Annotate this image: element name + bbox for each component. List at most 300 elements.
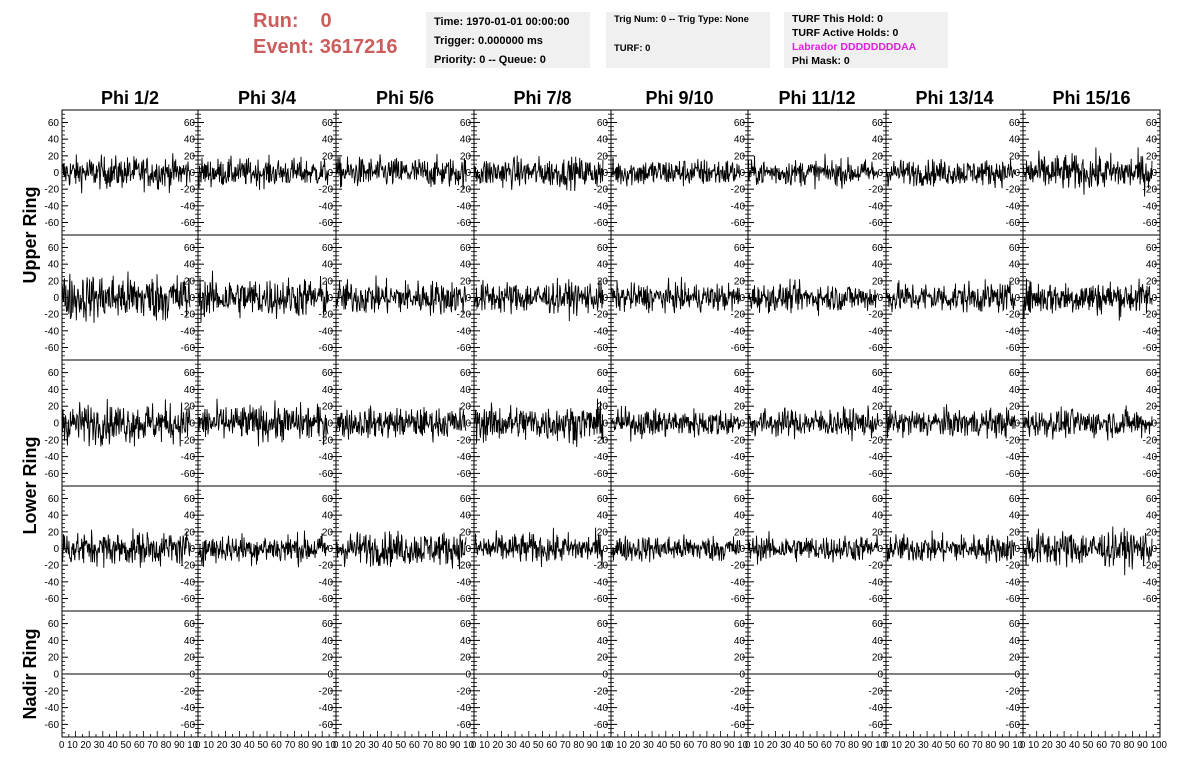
y-tick-label: -40 <box>318 452 333 464</box>
y-tick-label: -20 <box>318 309 333 321</box>
y-tick-label: 0 <box>189 168 195 179</box>
column-header: Phi 7/8 <box>513 88 572 108</box>
y-tick-label: 20 <box>1008 276 1020 288</box>
y-tick-label: 20 <box>183 276 195 288</box>
y-tick-label: 40 <box>321 259 333 271</box>
y-tick-label: 20 <box>321 527 333 539</box>
y-tick-label: 60 <box>459 494 471 505</box>
y-tick-label: 40 <box>47 134 59 146</box>
y-tick-label: 40 <box>1145 134 1157 146</box>
y-tick-label: 20 <box>47 276 59 288</box>
y-tick-label: 0 <box>189 544 195 555</box>
y-tick-label: -60 <box>868 594 883 605</box>
y-tick-label: -60 <box>180 218 195 229</box>
y-tick-label: 20 <box>733 527 745 539</box>
phi-mask-text: Phi Mask: 0 <box>792 55 850 67</box>
y-tick-label: 60 <box>321 494 333 505</box>
y-tick-label: 60 <box>1008 118 1020 129</box>
y-tick-label: 60 <box>1008 494 1020 505</box>
y-tick-label: -20 <box>730 435 745 447</box>
y-tick-label: -40 <box>1142 201 1157 213</box>
y-tick-label: 60 <box>183 368 195 380</box>
y-tick-label: -40 <box>730 703 745 715</box>
y-tick-label: -60 <box>180 719 195 731</box>
y-tick-label: 0 <box>465 418 471 430</box>
y-tick-label: 40 <box>596 510 608 522</box>
y-tick-label: -20 <box>456 686 471 698</box>
y-tick-label: -40 <box>868 452 883 464</box>
y-tick-label: 40 <box>871 635 883 647</box>
y-tick-label: 60 <box>733 619 745 631</box>
y-tick-label: -40 <box>593 703 608 715</box>
y-tick-label: 0 <box>465 293 471 304</box>
y-tick-label: -40 <box>730 452 745 464</box>
y-tick-label: 0 <box>465 168 471 179</box>
y-tick-label: 0 <box>1151 544 1157 555</box>
y-tick-label: 40 <box>733 134 745 146</box>
y-tick-label: 60 <box>733 494 745 505</box>
y-tick-label: -60 <box>456 719 471 731</box>
y-tick-label: -20 <box>180 309 195 321</box>
y-tick-label: 40 <box>183 259 195 271</box>
y-tick-label: 0 <box>602 418 608 430</box>
y-tick-label: 0 <box>327 293 333 304</box>
y-tick-label: 0 <box>327 669 333 681</box>
y-tick-label: 40 <box>47 510 59 522</box>
y-tick-label: 0 <box>739 418 745 430</box>
y-tick-label: -40 <box>456 326 471 338</box>
y-tick-label: -40 <box>456 452 471 464</box>
y-tick-label: 40 <box>321 384 333 396</box>
y-tick-label: 20 <box>1008 527 1020 539</box>
y-tick-label: 60 <box>183 619 195 631</box>
y-tick-label: -60 <box>1005 594 1020 605</box>
y-tick-label: 60 <box>871 368 883 380</box>
y-tick-label: 40 <box>1008 384 1020 396</box>
y-tick-label: 20 <box>1008 401 1020 413</box>
y-tick-label: -20 <box>1142 435 1157 447</box>
y-tick-label: -60 <box>730 343 745 354</box>
y-tick-label: 40 <box>47 259 59 271</box>
column-header: Phi 15/16 <box>1052 88 1131 108</box>
y-tick-label: 40 <box>733 510 745 522</box>
y-tick-label: -20 <box>44 184 59 196</box>
y-tick-label: 0 <box>1014 669 1020 681</box>
y-tick-label: 60 <box>1145 243 1157 254</box>
y-tick-label: 0 <box>189 293 195 304</box>
y-tick-label: 40 <box>733 259 745 271</box>
y-tick-label: 60 <box>871 118 883 129</box>
y-tick-label: -60 <box>456 343 471 354</box>
y-tick-label: -20 <box>593 184 608 196</box>
y-tick-label: 60 <box>1145 118 1157 129</box>
y-tick-label: 0 <box>465 544 471 555</box>
y-tick-label: -60 <box>730 719 745 731</box>
y-tick-label: 60 <box>871 494 883 505</box>
waveform-trace <box>748 405 878 441</box>
y-tick-label: 20 <box>459 527 471 539</box>
y-tick-label: 60 <box>183 118 195 129</box>
waveform-trace <box>1023 527 1152 576</box>
y-tick-label: -40 <box>318 201 333 213</box>
waveform-trace <box>474 156 603 192</box>
y-tick-label: -40 <box>868 201 883 213</box>
y-tick-label: 0 <box>1151 293 1157 304</box>
y-tick-label: -20 <box>1005 686 1020 698</box>
y-tick-label: -60 <box>180 343 195 354</box>
y-tick-label: 20 <box>47 652 59 664</box>
y-tick-label: -20 <box>180 184 195 196</box>
y-tick-label: -60 <box>456 594 471 605</box>
y-tick-label: -20 <box>593 309 608 321</box>
y-tick-label: 20 <box>871 401 883 413</box>
y-tick-label: -20 <box>44 309 59 321</box>
y-tick-label: 60 <box>459 619 471 631</box>
y-tick-label: 40 <box>596 259 608 271</box>
y-tick-label: -60 <box>180 468 195 480</box>
y-tick-label: 0 <box>602 293 608 304</box>
y-tick-label: -60 <box>1142 594 1157 605</box>
y-tick-label: 0 <box>739 293 745 304</box>
labrador-text: Labrador DDDDDDDDAA <box>792 41 917 53</box>
y-tick-label: -20 <box>593 435 608 447</box>
y-tick-label: -60 <box>730 218 745 229</box>
y-tick-label: -60 <box>1142 468 1157 480</box>
x-tick-labels: 0 10 20 30 40 50 60 70 80 90 10 <box>745 740 887 751</box>
y-tick-label: -60 <box>1005 468 1020 480</box>
y-tick-label: 20 <box>459 276 471 288</box>
y-tick-label: -60 <box>44 719 59 731</box>
y-tick-label: -20 <box>593 560 608 572</box>
run-value: 0 <box>320 10 332 32</box>
y-tick-label: -40 <box>730 201 745 213</box>
column-header: Phi 3/4 <box>237 88 297 108</box>
y-tick-label: -40 <box>868 326 883 338</box>
y-tick-label: 40 <box>596 635 608 647</box>
y-tick-label: -20 <box>730 309 745 321</box>
y-tick-label: -40 <box>318 577 333 589</box>
y-tick-label: -60 <box>318 594 333 605</box>
y-tick-label: 20 <box>183 527 195 539</box>
waveform-trace <box>198 399 328 447</box>
plot-frame <box>1023 611 1160 737</box>
y-tick-label: 20 <box>1145 401 1157 413</box>
waveform-trace <box>62 153 190 193</box>
waveform-trace <box>611 277 740 313</box>
y-tick-label: -40 <box>180 577 195 589</box>
y-tick-label: -60 <box>1005 218 1020 229</box>
y-tick-label: -20 <box>456 435 471 447</box>
trig-num-text: Trig Num: 0 -- Trig Type: None <box>614 14 749 25</box>
plot-frame <box>336 360 474 486</box>
y-tick-label: 60 <box>1008 368 1020 380</box>
y-tick-label: 20 <box>871 151 883 163</box>
column-header: Phi 5/6 <box>375 88 435 108</box>
y-tick-label: -20 <box>1005 309 1020 321</box>
y-tick-label: 0 <box>877 544 883 555</box>
y-tick-label: 0 <box>1151 418 1157 430</box>
y-tick-label: -20 <box>456 309 471 321</box>
y-tick-label: 60 <box>47 619 59 631</box>
y-tick-label: 40 <box>1145 259 1157 271</box>
y-tick-label: 60 <box>183 494 195 505</box>
y-tick-label: -20 <box>456 184 471 196</box>
y-tick-label: -40 <box>1142 452 1157 464</box>
y-tick-label: -60 <box>1142 218 1157 229</box>
y-tick-label: 60 <box>321 243 333 254</box>
y-tick-label: -20 <box>868 184 883 196</box>
waveform-trace <box>886 404 1015 438</box>
y-tick-label: 0 <box>327 168 333 179</box>
time-text: Time: 1970-01-01 00:00:00 <box>434 16 570 28</box>
y-tick-label: -60 <box>593 218 608 229</box>
y-tick-label: 20 <box>596 151 608 163</box>
y-tick-label: 60 <box>1145 494 1157 505</box>
plot-frame <box>198 486 336 611</box>
y-tick-label: -40 <box>868 577 883 589</box>
waveform-trace <box>748 279 878 316</box>
y-tick-label: 20 <box>871 652 883 664</box>
waveform-trace <box>62 528 190 568</box>
y-tick-label: -20 <box>730 686 745 698</box>
waveform-trace <box>336 276 466 316</box>
y-tick-label: -20 <box>318 184 333 196</box>
y-tick-label: -60 <box>318 218 333 229</box>
y-tick-label: 0 <box>189 418 195 430</box>
waveform-trace <box>62 272 190 323</box>
y-tick-label: -40 <box>730 577 745 589</box>
row-header: Nadir Ring <box>20 628 40 720</box>
y-tick-label: 20 <box>321 652 333 664</box>
y-tick-label: -40 <box>868 703 883 715</box>
y-tick-label: -40 <box>1142 577 1157 589</box>
y-tick-label: 40 <box>459 259 471 271</box>
y-tick-label: 20 <box>183 652 195 664</box>
y-tick-label: -40 <box>180 703 195 715</box>
y-tick-label: -20 <box>868 686 883 698</box>
y-tick-label: 0 <box>877 168 883 179</box>
y-tick-label: 40 <box>871 134 883 146</box>
x-tick-labels: 0 10 20 30 40 50 60 70 80 90 10 <box>608 740 749 751</box>
y-tick-label: 0 <box>602 669 608 681</box>
y-tick-label: 20 <box>47 151 59 163</box>
x-tick-labels: 0 10 20 30 40 50 60 70 80 90 10 <box>883 740 1024 751</box>
y-tick-label: -40 <box>44 577 59 589</box>
y-tick-label: -20 <box>44 686 59 698</box>
y-tick-label: -60 <box>868 468 883 480</box>
y-tick-label: -20 <box>456 560 471 572</box>
y-tick-label: 40 <box>47 635 59 647</box>
y-tick-label: 40 <box>596 134 608 146</box>
y-tick-label: 0 <box>1151 168 1157 179</box>
y-tick-label: -20 <box>868 309 883 321</box>
y-tick-label: -60 <box>593 343 608 354</box>
y-tick-label: -40 <box>1005 326 1020 338</box>
y-tick-label: 40 <box>1145 384 1157 396</box>
y-tick-label: 20 <box>733 151 745 163</box>
y-tick-label: 20 <box>47 527 59 539</box>
y-tick-label: -20 <box>1142 309 1157 321</box>
waveform-trace <box>474 528 603 569</box>
y-tick-label: 60 <box>733 243 745 254</box>
y-tick-label: -40 <box>180 452 195 464</box>
y-tick-label: 0 <box>327 544 333 555</box>
waveform-trace <box>198 531 328 568</box>
y-tick-label: 20 <box>596 276 608 288</box>
y-tick-label: 60 <box>459 243 471 254</box>
y-tick-label: -20 <box>868 435 883 447</box>
y-tick-label: 20 <box>459 652 471 664</box>
trigger-text: Trigger: 0.000000 ms <box>434 35 543 47</box>
y-tick-label: -60 <box>318 343 333 354</box>
y-tick-label: -40 <box>593 201 608 213</box>
y-tick-label: -20 <box>318 435 333 447</box>
row-header: Upper Ring <box>20 186 40 284</box>
y-tick-label: 20 <box>183 401 195 413</box>
y-tick-label: -20 <box>44 435 59 447</box>
y-tick-label: 60 <box>183 243 195 254</box>
column-header: Phi 13/14 <box>915 88 994 108</box>
y-tick-label: 0 <box>739 669 745 681</box>
y-tick-label: -40 <box>593 577 608 589</box>
y-tick-label: 60 <box>596 243 608 254</box>
y-tick-label: 40 <box>459 510 471 522</box>
y-tick-label: 20 <box>1145 276 1157 288</box>
y-tick-label: -60 <box>868 343 883 354</box>
y-tick-label: -20 <box>180 435 195 447</box>
y-tick-label: -40 <box>1005 452 1020 464</box>
y-tick-label: -60 <box>730 594 745 605</box>
y-tick-label: 60 <box>596 118 608 129</box>
y-tick-label: -20 <box>1005 184 1020 196</box>
y-tick-label: -60 <box>593 468 608 480</box>
y-tick-label: 40 <box>871 259 883 271</box>
y-tick-label: -20 <box>1005 560 1020 572</box>
waveform-trace <box>1023 406 1152 441</box>
y-tick-label: -20 <box>318 686 333 698</box>
y-tick-label: 20 <box>183 151 195 163</box>
y-tick-label: -60 <box>44 594 59 605</box>
y-tick-label: 0 <box>1014 418 1020 430</box>
y-tick-label: 40 <box>733 384 745 396</box>
x-tick-labels: 0 10 20 30 40 50 60 70 80 90 10 <box>59 740 199 751</box>
y-tick-label: 40 <box>321 510 333 522</box>
event-value: 3617216 <box>319 36 398 58</box>
waveform-trace <box>611 406 740 442</box>
run-label: Run: <box>253 10 299 32</box>
y-tick-label: -40 <box>456 577 471 589</box>
x-tick-labels: 0 10 20 30 40 50 60 70 80 90 100 <box>1020 740 1168 751</box>
y-tick-label: -40 <box>730 326 745 338</box>
y-tick-label: -60 <box>318 468 333 480</box>
y-tick-label: 20 <box>596 527 608 539</box>
y-tick-label: 0 <box>1014 293 1020 304</box>
y-tick-label: 20 <box>1008 151 1020 163</box>
y-tick-label: 60 <box>596 368 608 380</box>
y-tick-label: 60 <box>596 494 608 505</box>
y-tick-label: -60 <box>456 218 471 229</box>
y-tick-label: 40 <box>321 635 333 647</box>
y-tick-label: -40 <box>593 326 608 338</box>
y-tick-label: -20 <box>868 560 883 572</box>
y-tick-label: 60 <box>321 368 333 380</box>
y-tick-label: 0 <box>877 418 883 430</box>
y-tick-label: -40 <box>1005 201 1020 213</box>
waveform-trace <box>611 534 740 562</box>
y-tick-label: -60 <box>318 719 333 731</box>
y-tick-label: 0 <box>53 418 59 430</box>
y-tick-label: -40 <box>44 201 59 213</box>
y-tick-label: -20 <box>318 560 333 572</box>
y-tick-label: -60 <box>456 468 471 480</box>
y-tick-label: -60 <box>868 218 883 229</box>
y-tick-label: -40 <box>44 703 59 715</box>
waveform-trace <box>1023 279 1152 321</box>
y-tick-label: 60 <box>871 243 883 254</box>
y-tick-label: -60 <box>868 719 883 731</box>
y-tick-label: 60 <box>733 368 745 380</box>
waveform-trace <box>474 278 603 321</box>
y-tick-label: 0 <box>877 293 883 304</box>
y-tick-label: 60 <box>1008 619 1020 631</box>
waveform-trace <box>474 399 603 447</box>
waveform-trace <box>886 279 1015 312</box>
y-tick-label: -40 <box>318 703 333 715</box>
y-tick-label: -60 <box>1005 719 1020 731</box>
waveform-trace <box>336 531 466 569</box>
y-tick-label: 20 <box>321 151 333 163</box>
y-tick-label: 40 <box>1008 510 1020 522</box>
y-tick-label: 0 <box>602 168 608 179</box>
y-tick-label: 60 <box>459 368 471 380</box>
y-tick-label: 0 <box>189 669 195 681</box>
y-tick-label: -60 <box>593 719 608 731</box>
y-tick-label: 40 <box>459 635 471 647</box>
waveform-trace <box>198 155 328 190</box>
y-tick-label: -20 <box>730 184 745 196</box>
y-tick-label: -20 <box>593 686 608 698</box>
y-tick-label: -40 <box>318 326 333 338</box>
column-header: Phi 9/10 <box>645 88 714 108</box>
y-tick-label: -40 <box>1142 326 1157 338</box>
y-tick-label: 20 <box>1008 652 1020 664</box>
y-tick-label: 40 <box>47 384 59 396</box>
y-tick-label: -20 <box>1005 435 1020 447</box>
y-tick-label: 20 <box>459 401 471 413</box>
y-tick-label: 60 <box>1008 243 1020 254</box>
y-tick-label: 40 <box>733 635 745 647</box>
y-tick-label: 0 <box>1014 168 1020 179</box>
y-tick-label: 40 <box>183 134 195 146</box>
y-tick-label: -20 <box>730 560 745 572</box>
column-header: Phi 1/2 <box>100 88 160 108</box>
y-tick-label: -40 <box>456 201 471 213</box>
y-tick-label: 40 <box>1008 259 1020 271</box>
y-tick-label: 20 <box>47 401 59 413</box>
y-tick-label: 0 <box>739 168 745 179</box>
y-tick-label: 20 <box>733 401 745 413</box>
waveform-trace <box>336 154 466 190</box>
y-tick-label: -20 <box>44 560 59 572</box>
y-tick-label: -40 <box>593 452 608 464</box>
waveform-trace <box>62 399 190 447</box>
y-tick-label: 60 <box>596 619 608 631</box>
y-tick-label: -60 <box>1005 343 1020 354</box>
y-tick-label: 20 <box>459 151 471 163</box>
y-tick-label: 40 <box>596 384 608 396</box>
turf-active-holds-text: TURF Active Holds: 0 <box>792 27 899 39</box>
waveform-trace <box>748 531 878 565</box>
